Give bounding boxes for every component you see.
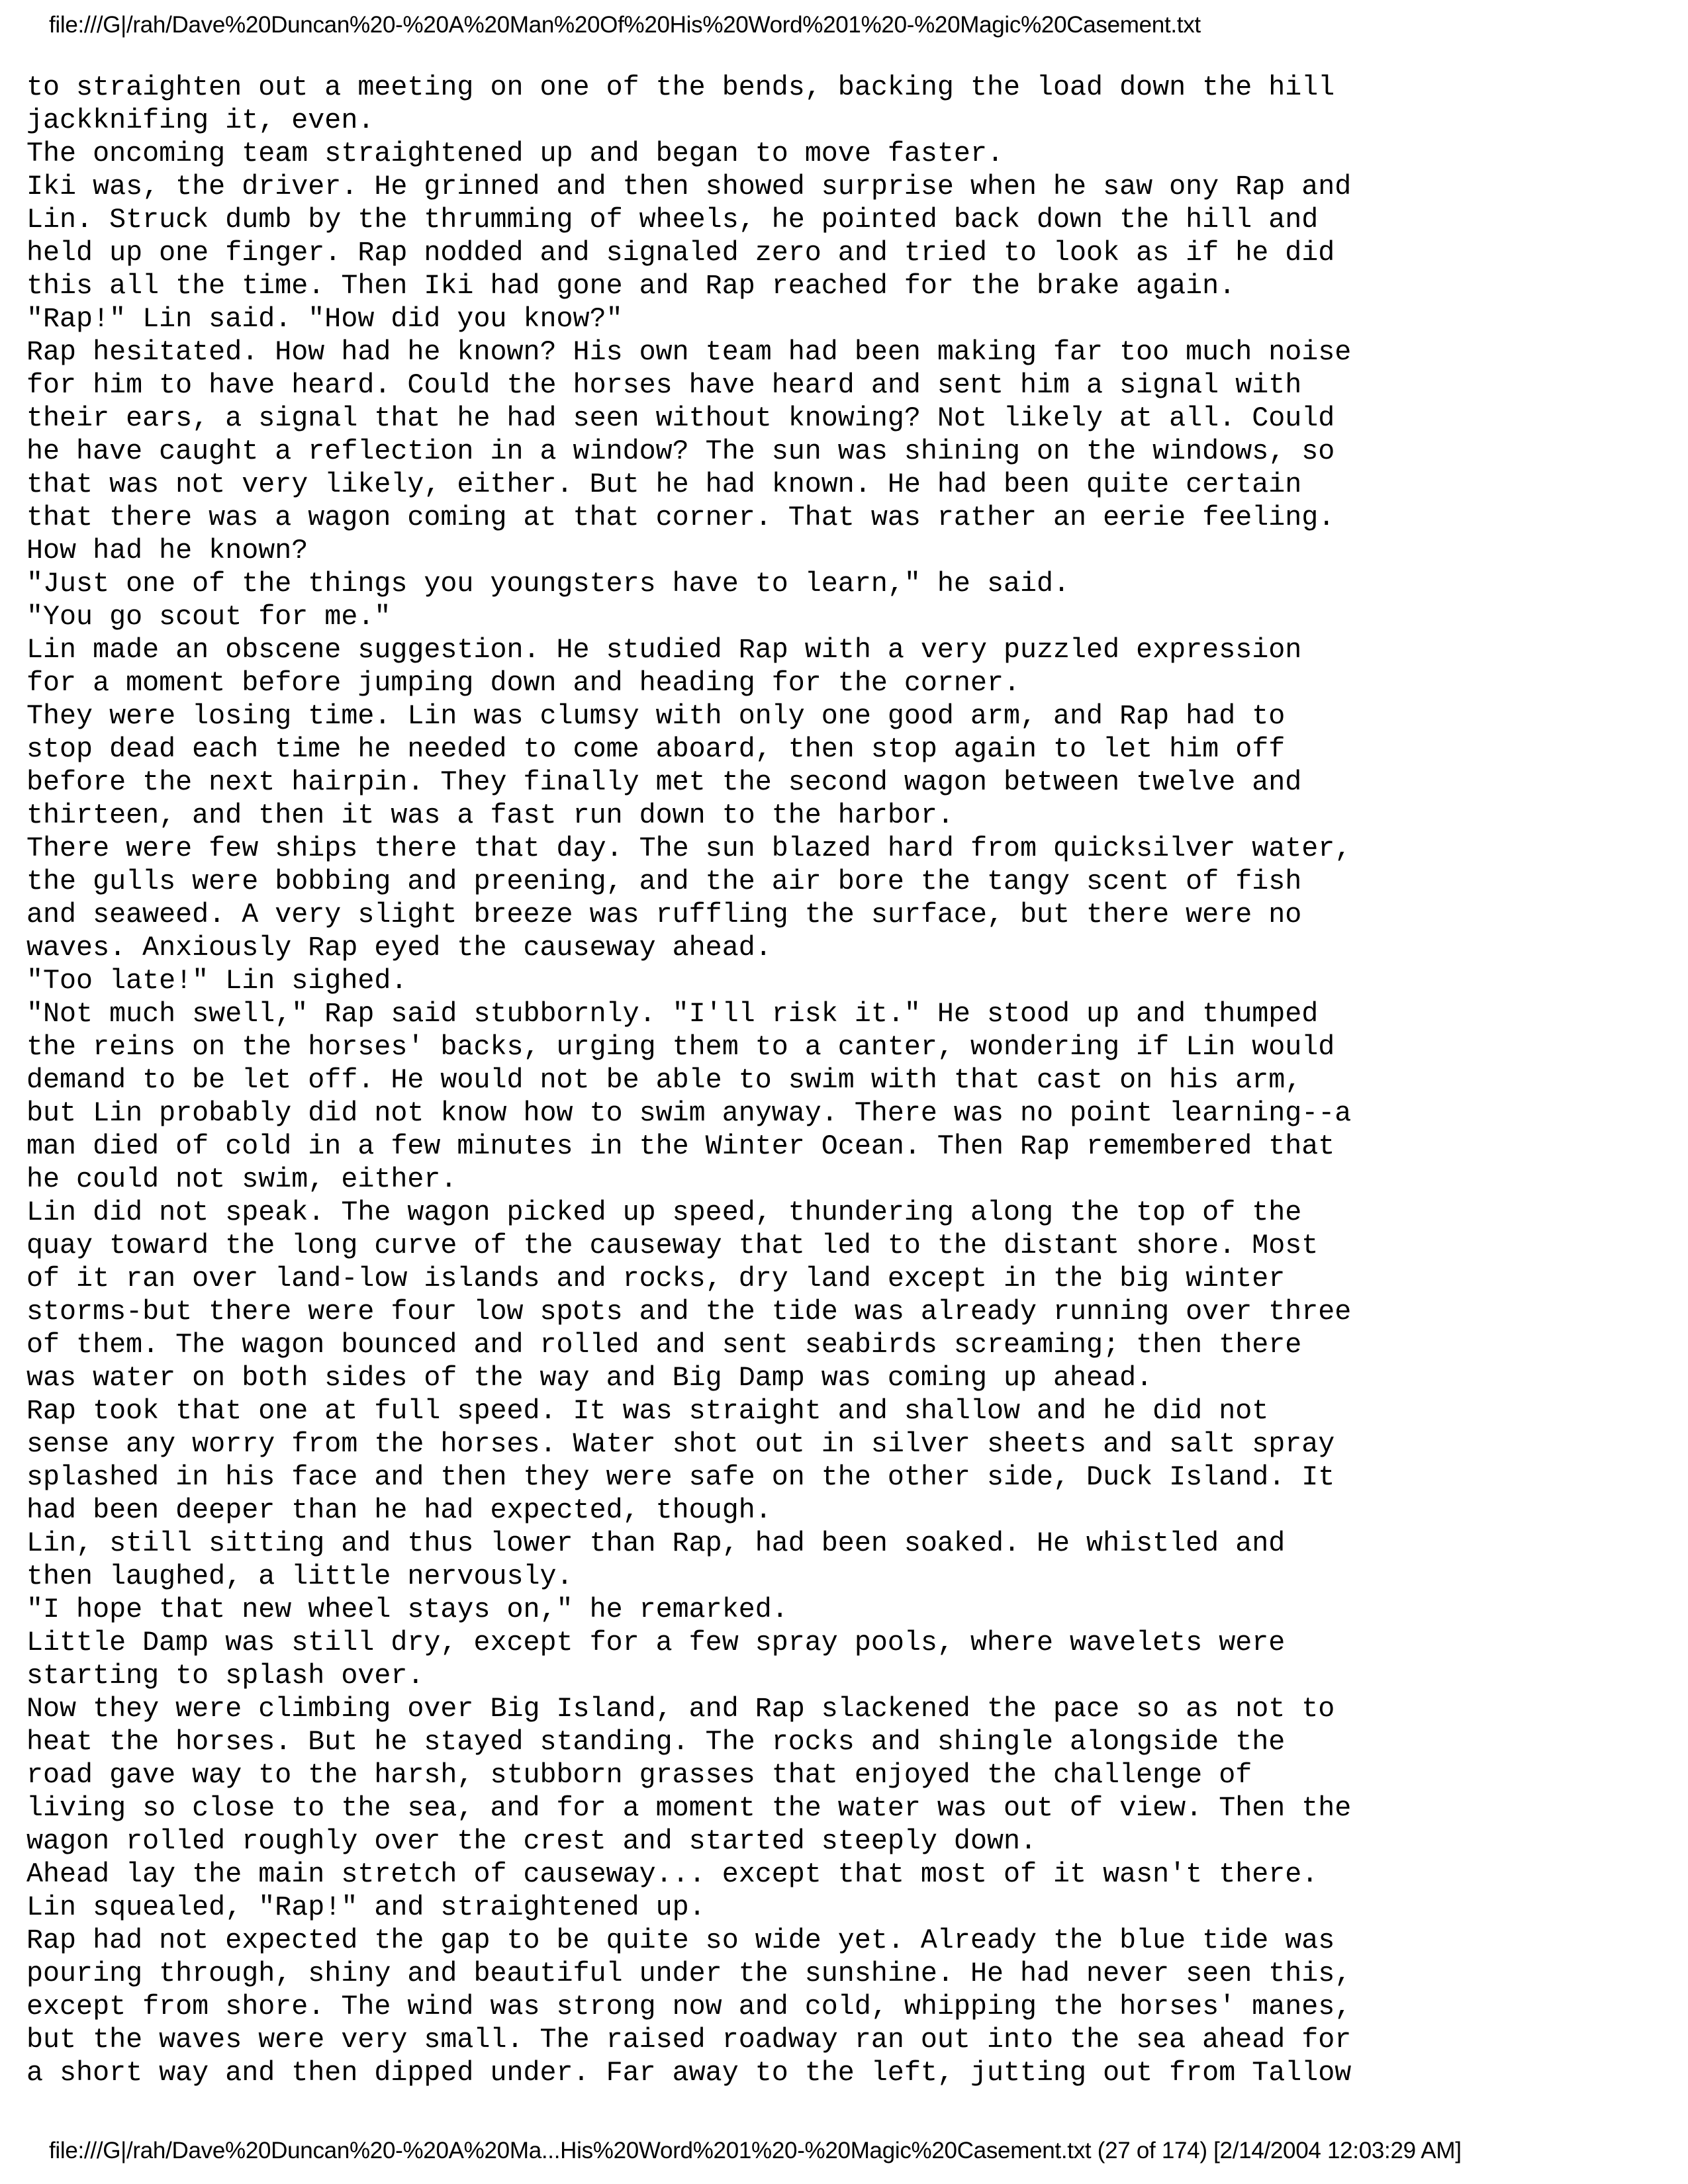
text-line: "You go scout for me." [26,601,391,633]
text-line: of it ran over land-low islands and rocks, dry land except in the big winter [26,1263,1286,1295]
text-line: Little Damp was still dry, except for a few spray pools, where wavelets were [26,1627,1286,1659]
text-line: a short way and then dipped under. Far away to the left, jutting out from Tallow [26,2057,1352,2089]
text-line: storms-but there were four low spots and the tide was already running over three [26,1296,1352,1328]
text-line: he have caught a reflection in a window? The sun was shining on the windows, so [26,435,1335,467]
text-line: stop dead each time he needed to come aboard, then stop again to let him off [26,733,1286,765]
text-line: road gave way to the harsh, stubborn grasses that enjoyed the challenge of [26,1759,1252,1791]
text-line: for a moment before jumping down and heading for the corner. [26,667,1020,699]
text-line: heat the horses. But he stayed standing. The rocks and shingle alongside the [26,1726,1286,1758]
text-line: of them. The wagon bounced and rolled and sent seabirds screaming; then there [26,1329,1302,1361]
text-line: quay toward the long curve of the causeway that led to the distant shore. Most [26,1230,1319,1261]
text-line: Rap had not expected the gap to be quite so wide yet. Already the blue tide was [26,1925,1335,1956]
page-footer-file-info: file:///G|/rah/Dave%20Duncan%20-%20A%20Ma...His%20Word%201%20-%20Magic%20Casement.txt (27 of 174) [2/14/2004 12:03:29 AM] [49,2138,1462,2163]
text-line: waves. Anxiously Rap eyed the causeway ahead. [26,932,772,964]
text-line: Lin. Struck dumb by the thrumming of wheels, he pointed back down the hill and [26,204,1319,236]
page-header-file-path: file:///G|/rah/Dave%20Duncan%20-%20A%20Man%20Of%20His%20Word%201%20-%20Magic%20Casement.txt [49,12,1201,38]
text-line: to straighten out a meeting on one of the bends, backing the load down the hill [26,71,1335,103]
text-line: Lin did not speak. The wagon picked up speed, thundering along the top of the [26,1197,1302,1228]
text-line: the gulls were bobbing and preening, and the air bore the tangy scent of fish [26,866,1302,897]
text-line: "Too late!" Lin sighed. [26,965,408,997]
text-line: living so close to the sea, and for a moment the water was out of view. Then the [26,1792,1352,1824]
text-line: he could not swim, either. [26,1163,457,1195]
text-line: How had he known? [26,535,308,567]
text-line: Lin, still sitting and thus lower than Rap, had been soaked. He whistled and [26,1527,1286,1559]
text-line: jackknifing it, even. [26,105,375,136]
text-line: The oncoming team straightened up and began to move faster. [26,138,1004,169]
text-line: "Just one of the things you youngsters have to learn," he said. [26,568,1070,600]
text-line: had been deeper than he had expected, though. [26,1494,772,1526]
text-line: They were losing time. Lin was clumsy with only one good arm, and Rap had to [26,700,1286,732]
text-line: splashed in his face and then they were safe on the other side, Duck Island. It [26,1461,1335,1493]
text-line: thirteen, and then it was a fast run down to the harbor. [26,799,954,831]
text-line: that was not very likely, either. But he had known. He had been quite certain [26,469,1302,500]
text-line: was water on both sides of the way and Big Damp was coming up ahead. [26,1362,1153,1394]
text-line: There were few ships there that day. The sun blazed hard from quicksilver water, [26,833,1352,864]
text-line: Lin made an obscene suggestion. He studied Rap with a very puzzled expression [26,634,1302,666]
text-line: for him to have heard. Could the horses have heard and sent him a signal with [26,369,1302,401]
text-line: but Lin probably did not know how to swim anyway. There was no point learning--a [26,1097,1352,1129]
text-line: wagon rolled roughly over the crest and started steeply down. [26,1825,1037,1857]
text-line: that there was a wagon coming at that corner. That was rather an eerie feeling. [26,502,1335,533]
text-line: Rap hesitated. How had he known? His own team had been making far too much noise [26,336,1352,368]
text-line: starting to splash over. [26,1660,424,1692]
text-line: before the next hairpin. They finally met the second wagon between twelve and [26,766,1302,798]
text-line: Iki was, the driver. He grinned and then showed surprise when he saw ony Rap and [26,171,1352,203]
text-line: and seaweed. A very slight breeze was ruffling the surface, but there were no [26,899,1302,931]
text-line: Ahead lay the main stretch of causeway... except that most of it wasn't there. [26,1858,1319,1890]
text-line: except from shore. The wind was strong now and cold, whipping the horses' manes, [26,1991,1352,2023]
text-line: held up one finger. Rap nodded and signaled zero and tried to look as if he did [26,237,1335,269]
text-line: "I hope that new wheel stays on," he remarked. [26,1594,788,1625]
text-line: sense any worry from the horses. Water shot out in silver sheets and salt spray [26,1428,1335,1460]
text-line: but the waves were very small. The raised roadway ran out into the sea ahead for [26,2024,1352,2056]
text-line: "Rap!" Lin said. "How did you know?" [26,303,623,335]
text-line: man died of cold in a few minutes in the Winter Ocean. Then Rap remembered that [26,1130,1335,1162]
text-line: then laughed, a little nervously. [26,1561,573,1592]
text-line: demand to be let off. He would not be able to swim with that cast on his arm, [26,1064,1302,1096]
text-line: pouring through, shiny and beautiful under the sunshine. He had never seen this, [26,1958,1352,1989]
text-line: "Not much swell," Rap said stubbornly. "I'll risk it." He stood up and thumped [26,998,1319,1030]
text-line: this all the time. Then Iki had gone and Rap reached for the brake again. [26,270,1236,302]
text-line: Rap took that one at full speed. It was straight and shallow and he did not [26,1395,1269,1427]
text-line: Lin squealed, "Rap!" and straightened up. [26,1891,706,1923]
text-line: the reins on the horses' backs, urging them to a canter, wondering if Lin would [26,1031,1335,1063]
document-body [26,71,1668,2089]
text-line: Now they were climbing over Big Island, and Rap slackened the pace so as not to [26,1693,1335,1725]
text-line: their ears, a signal that he had seen without knowing? Not likely at all. Could [26,402,1335,434]
